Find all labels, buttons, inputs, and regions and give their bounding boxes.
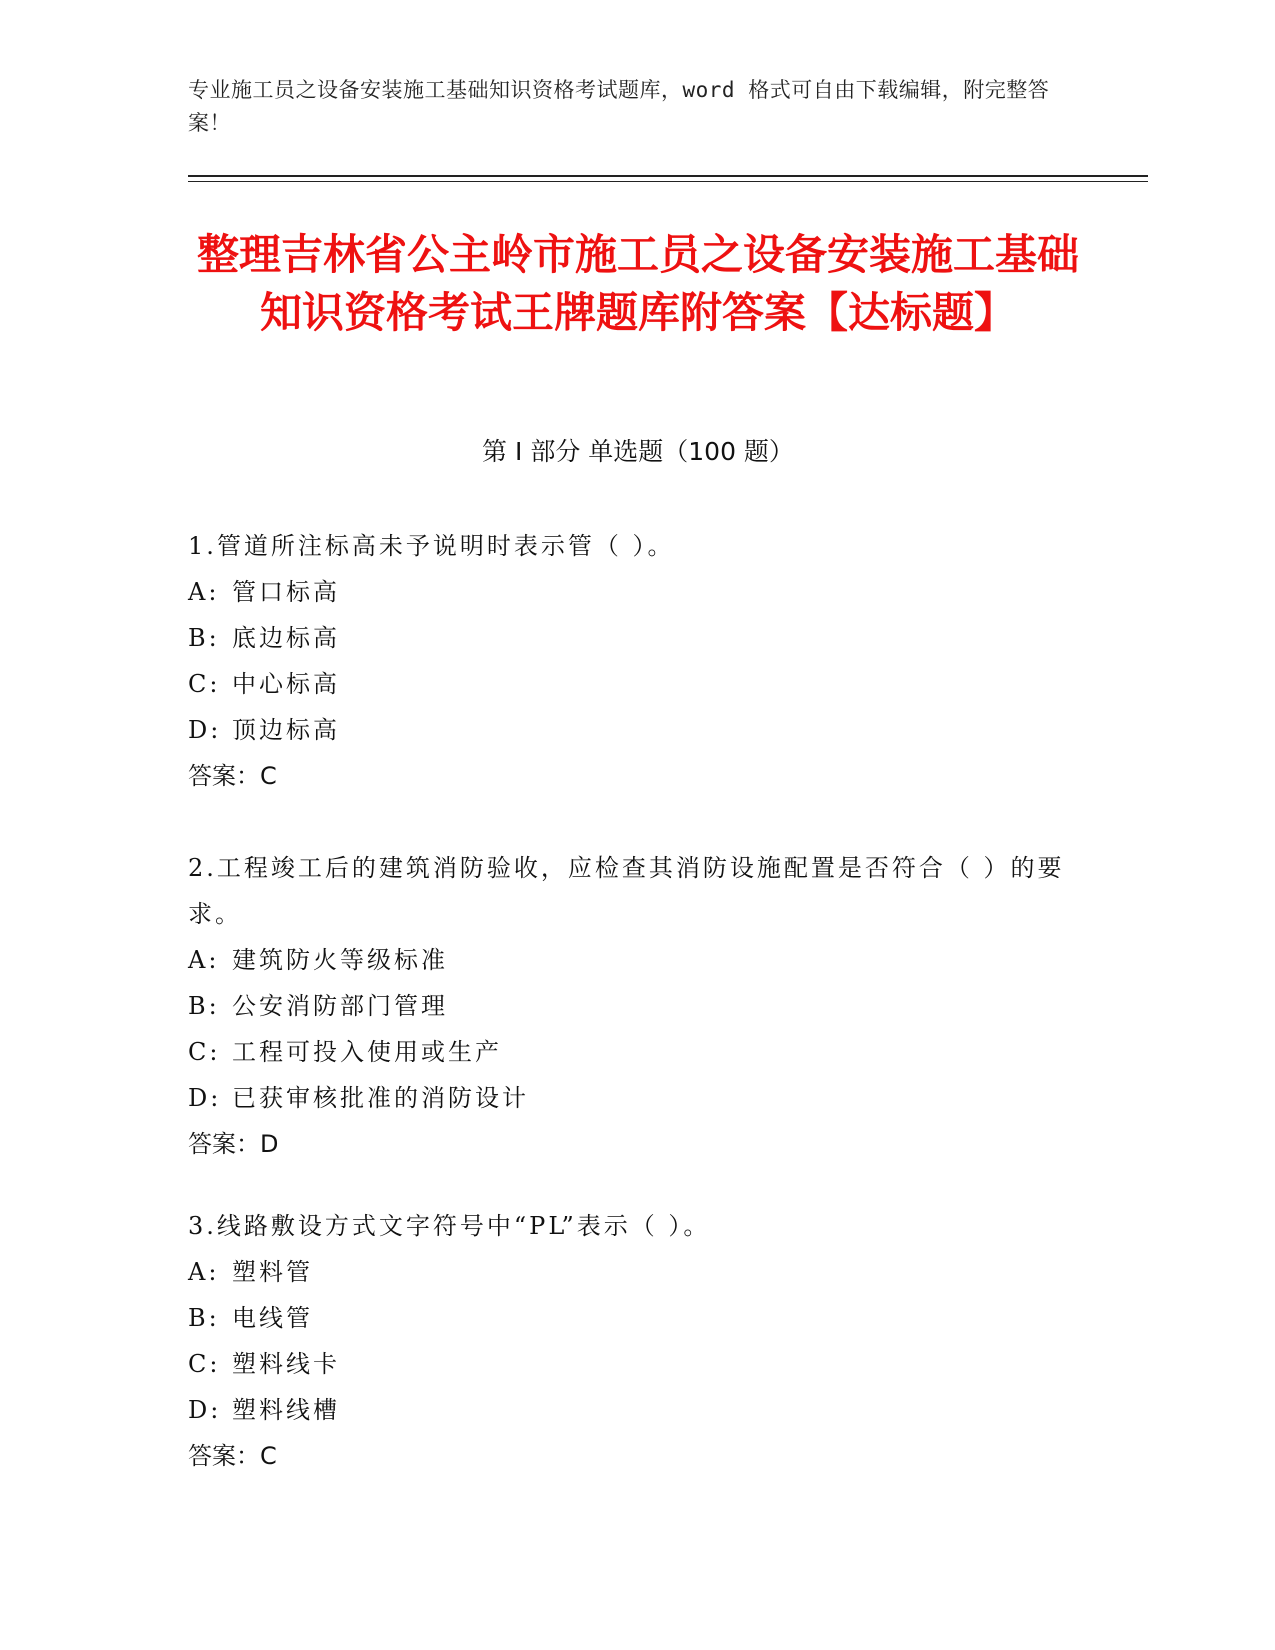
option-a	[188, 1249, 1068, 1295]
option-text: 电线管	[232, 1304, 313, 1332]
question-1	[188, 523, 1068, 799]
option-letter: B:	[188, 624, 220, 652]
option-letter: C:	[188, 1038, 221, 1066]
answer-value: C	[260, 762, 277, 790]
option-text: 顶边标高	[232, 716, 340, 744]
header-note: 专业施工员之设备安装施工基础知识资格考试题库，word 格式可自由下载编辑，附完整答案！	[188, 78, 1050, 135]
option-letter: A:	[188, 1258, 220, 1286]
option-c	[188, 1029, 1068, 1075]
option-b	[188, 615, 1068, 661]
option-letter: B:	[188, 992, 220, 1020]
option-a	[188, 569, 1068, 615]
question-stem: 3.线路敷设方式文字符号中“PL”表示（ ）。	[188, 1212, 711, 1240]
option-d	[188, 1075, 1068, 1121]
answer-label: 答案：	[188, 762, 260, 790]
option-text: 管口标高	[232, 578, 340, 606]
option-text: 底边标高	[232, 624, 340, 652]
option-text: 工程可投入使用或生产	[232, 1038, 502, 1066]
option-letter: A:	[188, 946, 220, 974]
document-title: 整理吉林省公主岭市施工员之设备安装施工基础知识资格考试王牌题库附答案【达标题】	[196, 230, 1079, 337]
option-letter: C:	[188, 1350, 221, 1378]
option-b	[188, 983, 1068, 1029]
question-stem: 2.工程竣工后的建筑消防验收，应检查其消防设施配置是否符合（ ）的要求。	[188, 854, 1065, 928]
option-text: 建筑防火等级标准	[232, 946, 448, 974]
option-b	[188, 1295, 1068, 1341]
option-letter: B:	[188, 1304, 220, 1332]
answer-value: C	[260, 1442, 277, 1470]
header-divider-thick	[188, 175, 1148, 177]
section-heading: 第 I 部分 单选题（100 题）	[482, 437, 794, 466]
answer-line	[188, 1433, 1068, 1479]
question-2	[188, 845, 1068, 1167]
option-letter: D:	[188, 1084, 222, 1112]
option-text: 塑料管	[232, 1258, 313, 1286]
option-text: 塑料线槽	[232, 1396, 340, 1424]
answer-label: 答案：	[188, 1442, 260, 1470]
option-d	[188, 1387, 1068, 1433]
answer-line	[188, 753, 1068, 799]
option-text: 中心标高	[232, 670, 340, 698]
option-c	[188, 661, 1068, 707]
option-letter: C:	[188, 670, 221, 698]
header-divider-thin	[188, 181, 1148, 182]
question-stem: 1.管道所注标高未予说明时表示管（ ）。	[188, 532, 675, 560]
option-letter: D:	[188, 716, 222, 744]
answer-line	[188, 1121, 1068, 1167]
option-c	[188, 1341, 1068, 1387]
option-text: 已获审核批准的消防设计	[232, 1084, 529, 1112]
option-text: 塑料线卡	[232, 1350, 340, 1378]
answer-value: D	[260, 1130, 279, 1158]
answer-label: 答案：	[188, 1130, 260, 1158]
option-letter: A:	[188, 578, 220, 606]
option-d	[188, 707, 1068, 753]
question-3	[188, 1203, 1068, 1479]
option-text: 公安消防部门管理	[232, 992, 448, 1020]
option-letter: D:	[188, 1396, 222, 1424]
option-a	[188, 937, 1068, 983]
